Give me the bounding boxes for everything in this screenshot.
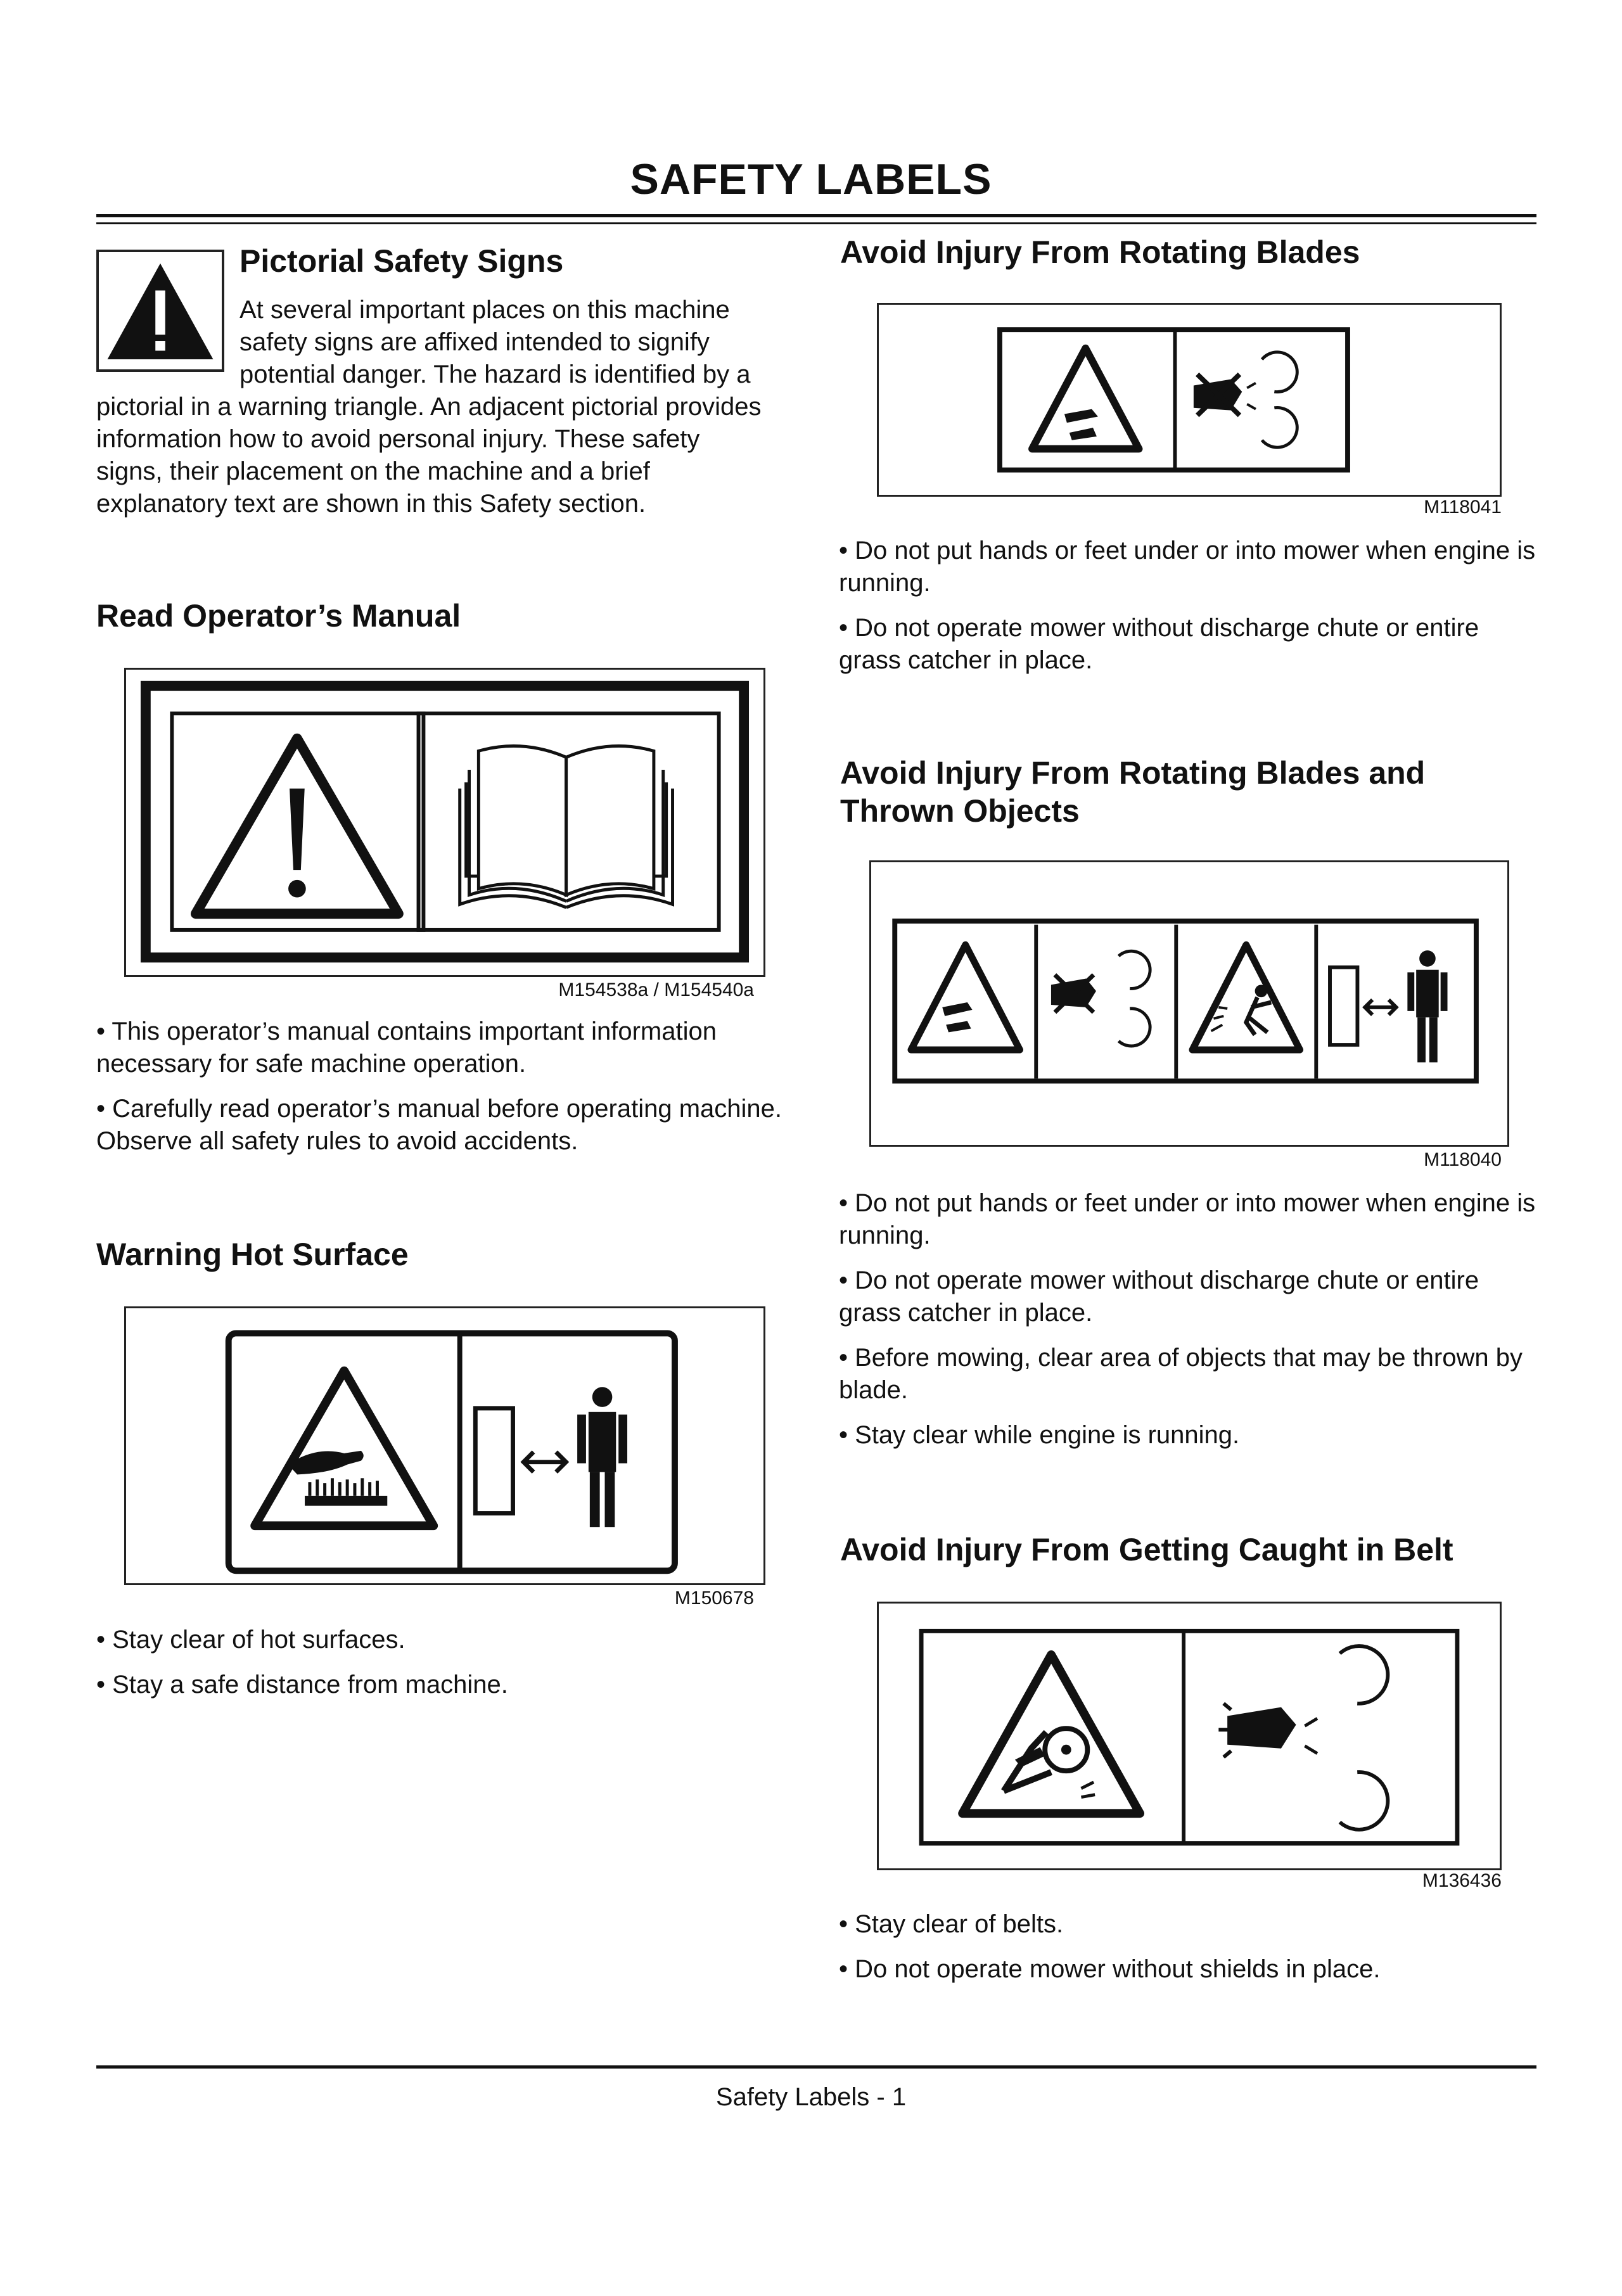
blades-heading: Avoid Injury From Rotating Blades (840, 234, 1360, 270)
thrown-object-icon (1192, 945, 1300, 1050)
thrown-heading-line-1: Avoid Injury From Rotating Blades and (840, 755, 1426, 791)
hot-surface-hand-icon (255, 1371, 433, 1526)
thrown-bullet-1: • Do not put hands or feet under or into mower when engine is running. (839, 1189, 1536, 1249)
hot-bullet-1: • Stay clear of hot surfaces. (96, 1626, 406, 1654)
pictorial-line-3: potential danger. The hazard is identified by a (239, 360, 751, 388)
manual-label-figure (124, 668, 765, 977)
footer-rule (96, 2065, 1536, 2069)
hot-heading: Warning Hot Surface (96, 1237, 409, 1272)
page-footer: Safety Labels - 1 (715, 2083, 907, 2111)
hand-rotating-blades-icon (1218, 1646, 1388, 1830)
blades-bullets (839, 535, 1542, 689)
manual-label-code: M154538a / M154540a (558, 979, 754, 1000)
belt-bullet-2: • Do not operate mower without shields in place. (839, 1955, 1381, 1983)
belt-heading: Avoid Injury From Getting Caught in Belt (840, 1532, 1453, 1567)
blades-bullet-2: • Do not operate mower without discharge chute or entire grass catcher in place. (839, 614, 1479, 674)
thrown-bullet-4: • Stay clear while engine is running. (839, 1421, 1240, 1449)
manual-bullet-1: • This operator’s manual contains important information necessary for safe machine operation. (96, 1017, 717, 1078)
pictorial-line-4: pictorial in a warning triangle. An adjacent pictorial provides (96, 393, 762, 421)
warning-triangle-icon (196, 739, 399, 914)
thrown-label-figure (869, 860, 1509, 1147)
thrown-bullet-3: • Before mowing, clear area of objects that may be thrown by blade. (839, 1344, 1523, 1404)
blade-cut-hand-icon (911, 945, 1020, 1050)
hot-label-art (126, 1308, 763, 1583)
manual-bullets (96, 1016, 787, 1170)
safe-distance-person-icon (475, 1387, 627, 1527)
pictorial-line-6: signs, their placement on the machine and a brief (96, 457, 650, 485)
belt-bullet-1: • Stay clear of belts. (839, 1910, 1064, 1938)
belt-bullets (839, 1908, 1542, 1998)
pictorial-line-7: explanatory text are shown in this Safety section. (96, 490, 646, 518)
thrown-label-art (871, 862, 1507, 1145)
pictorial-line-1: At several important places on this machine (239, 296, 730, 324)
hot-label-code: M150678 (674, 1588, 754, 1609)
blades-bullet-1: • Do not put hands or feet under or into mower when engine is running. (839, 537, 1536, 597)
warning-triangle-icon (96, 250, 224, 372)
open-book-icon (460, 746, 673, 908)
manual-bullet-2: • Carefully read operator’s manual before operating machine. Observe all safety rules to avoid accidents. (96, 1095, 782, 1155)
pictorial-line-5: information how to avoid personal injury. These safety (96, 425, 700, 453)
hot-bullet-2: • Stay a safe distance from machine. (96, 1671, 508, 1699)
thrown-bullets (839, 1187, 1542, 1464)
belt-entanglement-icon (962, 1655, 1140, 1813)
header-rule (96, 214, 1536, 224)
safe-distance-person-icon (1330, 950, 1448, 1062)
blade-cut-hand-icon (1032, 348, 1139, 449)
belt-label-figure (877, 1602, 1502, 1870)
blades-label-art (879, 305, 1500, 495)
belt-label-code: M136436 (1422, 1870, 1502, 1891)
thrown-heading-line-2: Thrown Objects (840, 793, 1080, 829)
blades-label-figure (877, 303, 1502, 497)
pictorial-heading: Pictorial Safety Signs (239, 243, 564, 279)
thrown-label-code: M118040 (1424, 1149, 1502, 1170)
hand-rotating-blades-icon (1194, 352, 1297, 447)
pictorial-line-2: safety signs are affixed intended to signify (239, 328, 710, 356)
hand-rotating-blades-icon (1051, 951, 1150, 1046)
manual-heading: Read Operator’s Manual (96, 598, 461, 634)
belt-label-art (879, 1604, 1500, 1868)
blades-label-code: M118041 (1424, 497, 1502, 518)
manual-label-art (126, 670, 763, 975)
hot-label-figure (124, 1306, 765, 1585)
page-title: SAFETY LABELS (630, 155, 992, 203)
hot-bullets (96, 1624, 787, 1714)
thrown-bullet-2: • Do not operate mower without discharge chute or entire grass catcher in place. (839, 1266, 1479, 1327)
